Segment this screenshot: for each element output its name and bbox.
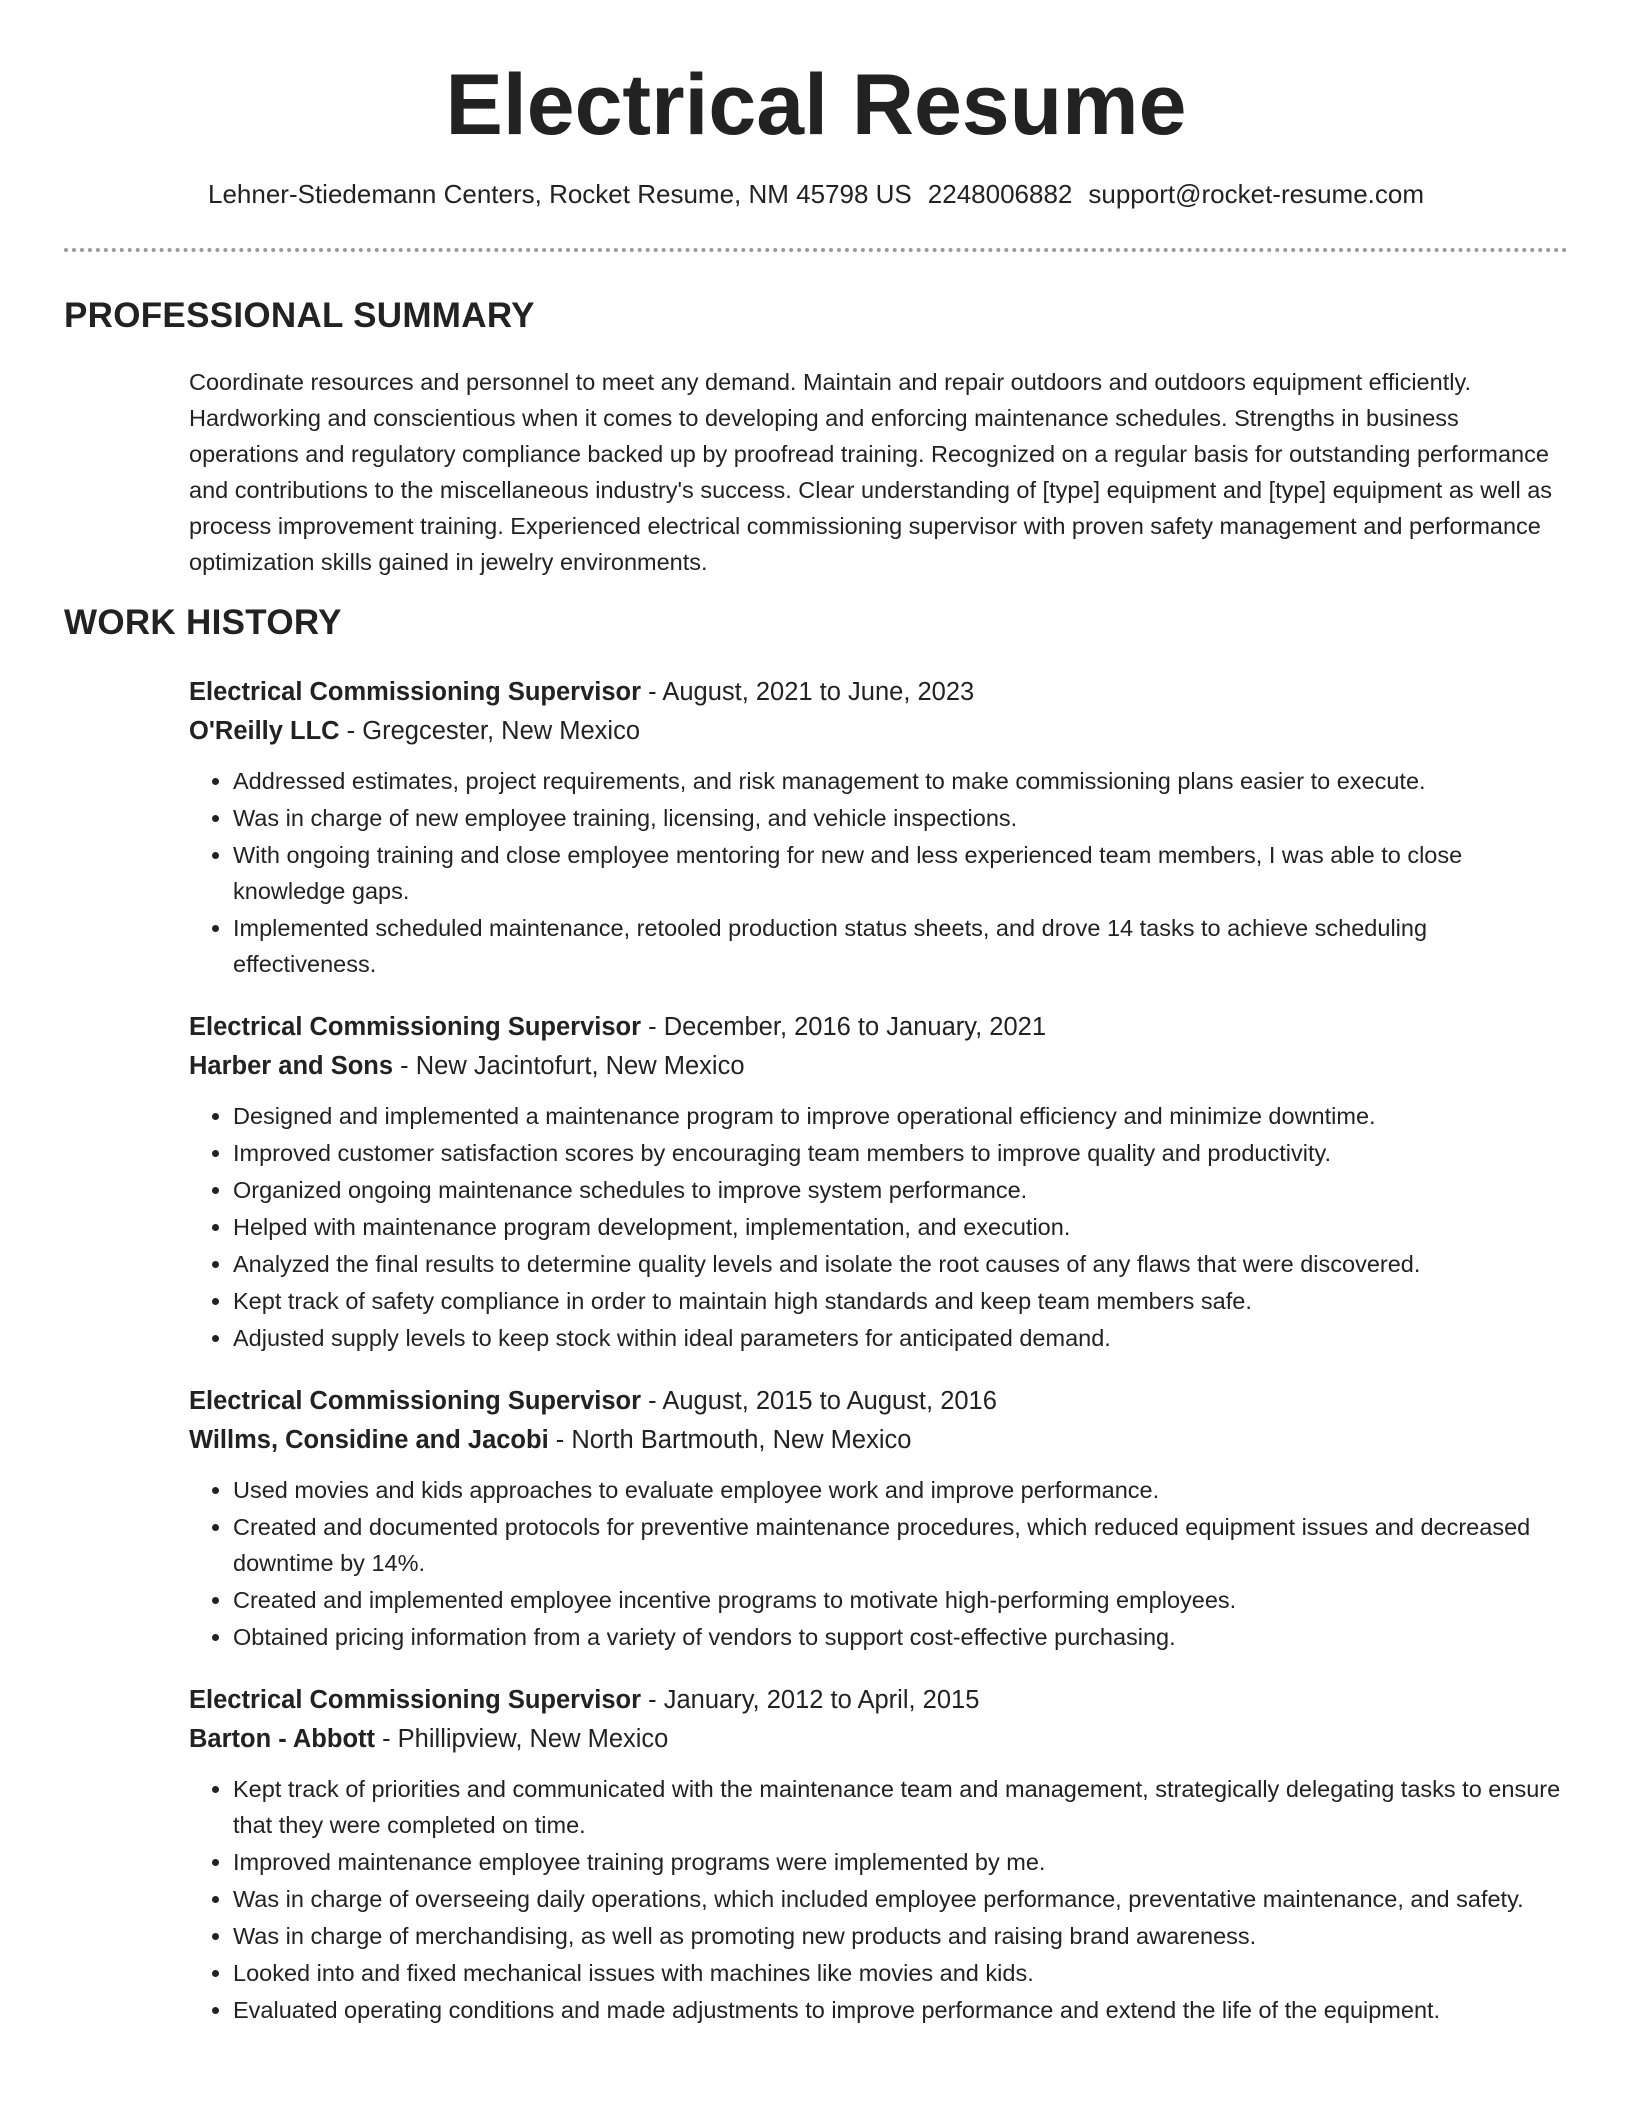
job-company-line — [189, 1047, 1569, 1086]
job-bullet: • Designed and implemented a maintenance program to improve operational efficiency and minimize downtime. — [233, 1098, 1569, 1134]
job-bullets — [189, 1098, 1569, 1356]
job-dates: - August, 2015 to August, 2016 — [641, 1387, 997, 1415]
job-company: O'Reilly LLC — [189, 717, 340, 745]
job-dates: - January, 2012 to April, 2015 — [641, 1686, 980, 1714]
job-title-line — [189, 1382, 1569, 1421]
job-title-line — [189, 1681, 1569, 1720]
job-bullet: • Created and implemented employee incentive programs to motivate high-performing employees. — [233, 1582, 1569, 1618]
job-bullet: • Adjusted supply levels to keep stock within ideal parameters for anticipated demand. — [233, 1320, 1569, 1356]
job-entry — [189, 1008, 1569, 1356]
contact-phone: 2248006882 — [927, 179, 1073, 209]
job-company: Harber and Sons — [189, 1052, 394, 1080]
job-bullet: • Was in charge of merchandising, as well as promoting new products and raising brand awareness. — [233, 1918, 1569, 1954]
job-position: Electrical Commissioning Supervisor — [189, 1013, 642, 1041]
contact-line — [0, 178, 1632, 212]
job-position: Electrical Commissioning Supervisor — [189, 678, 642, 706]
job-bullet: • Helped with maintenance program development, implementation, and execution. — [233, 1209, 1569, 1245]
job-entry — [189, 1681, 1569, 2028]
job-position: Electrical Commissioning Supervisor — [189, 1387, 642, 1415]
job-dates: - August, 2021 to June, 2023 — [641, 678, 975, 706]
job-position: Electrical Commissioning Supervisor — [189, 1686, 642, 1714]
job-entry — [189, 673, 1569, 982]
job-company: Willms, Considine and Jacobi — [189, 1426, 549, 1454]
work-history-heading: WORK HISTORY — [64, 603, 342, 642]
job-bullet: • Obtained pricing information from a variety of vendors to support cost-effective purchasing. — [233, 1619, 1569, 1655]
job-company-line — [189, 1421, 1569, 1460]
job-bullet: • Organized ongoing maintenance schedules to improve system performance. — [233, 1172, 1569, 1208]
job-location: - New Jacintofurt, New Mexico — [393, 1052, 745, 1080]
job-bullet: • Looked into and fixed mechanical issues with machines like movies and kids. — [233, 1955, 1569, 1991]
job-entry — [189, 1382, 1569, 1655]
resume-name: Electrical Resume — [445, 57, 1187, 153]
job-bullet: • Improved maintenance employee training programs were implemented by me. — [233, 1844, 1569, 1880]
job-bullet: • Was in charge of new employee training, licensing, and vehicle inspections. — [233, 800, 1569, 836]
job-bullets — [189, 1771, 1569, 2028]
job-title-line — [189, 673, 1569, 712]
job-bullet: • Implemented scheduled maintenance, retooled production status sheets, and drove 14 tasks to achieve scheduling effectiveness. — [233, 910, 1569, 982]
job-bullets — [189, 1472, 1569, 1655]
job-bullet: • Analyzed the final results to determine quality levels and isolate the root causes of any flaws that were discovered. — [233, 1246, 1569, 1282]
job-bullet: • Evaluated operating conditions and made adjustments to improve performance and extend the life of the equipment. — [233, 1992, 1569, 2028]
job-bullet: • Used movies and kids approaches to evaluate employee work and improve performance. — [233, 1472, 1569, 1508]
contact-address: Lehner-Stiedemann Centers, Rocket Resume, NM 45798 US — [207, 179, 912, 209]
job-location: - Phillipview, New Mexico — [375, 1725, 669, 1753]
job-company: Barton - Abbott — [189, 1725, 376, 1753]
job-company-line — [189, 712, 1569, 751]
job-bullet: • Kept track of safety compliance in order to maintain high standards and keep team members safe. — [233, 1283, 1569, 1319]
job-bullet: • Improved customer satisfaction scores by encouraging team members to improve quality and productivity. — [233, 1135, 1569, 1171]
summary-heading: PROFESSIONAL SUMMARY — [64, 296, 535, 335]
contact-email: support@rocket-resume.com — [1088, 179, 1425, 209]
job-bullet: • Kept track of priorities and communicated with the maintenance team and management, strategically delegating tasks to ensure that they were completed on time. — [233, 1771, 1569, 1843]
job-bullet: • Addressed estimates, project requirements, and risk management to make commissioning plans easier to execute. — [233, 763, 1569, 799]
job-bullets — [189, 763, 1569, 982]
job-dates: - December, 2016 to January, 2021 — [641, 1013, 1046, 1041]
job-title-line — [189, 1008, 1569, 1047]
job-location: - North Bartmouth, New Mexico — [548, 1426, 912, 1454]
job-bullet: • Was in charge of overseeing daily operations, which included employee performance, preventative maintenance, and safety. — [233, 1881, 1569, 1917]
job-company-line — [189, 1720, 1569, 1759]
job-bullet: • With ongoing training and close employee mentoring for new and less experienced team members, I was able to close knowledge gaps. — [233, 837, 1569, 909]
summary-text: Coordinate resources and personnel to meet any demand. Maintain and repair outdoors and outdoors equipment efficiently. Hardworking and conscientious when it comes to developing and enforcing maintenance schedules. Strengths in business operations and regulatory compliance backed up by proofread training. Recognized on a regular basis for outstanding performance and contributions to the miscellaneous industry's success. Clear understanding of [type] equipment and [type] equipment as well as process improvement training. Experienced electrical commissioning supervisor with proven safety management and performance optimization skills gained in jewelry environments. — [189, 369, 1553, 575]
work-history-list — [189, 673, 1569, 2054]
header-divider — [64, 248, 1568, 252]
job-bullet: • Created and documented protocols for preventive maintenance procedures, which reduced equipment issues and decreased downtime by 14%. — [233, 1509, 1569, 1581]
job-location: - Gregcester, New Mexico — [339, 717, 641, 745]
